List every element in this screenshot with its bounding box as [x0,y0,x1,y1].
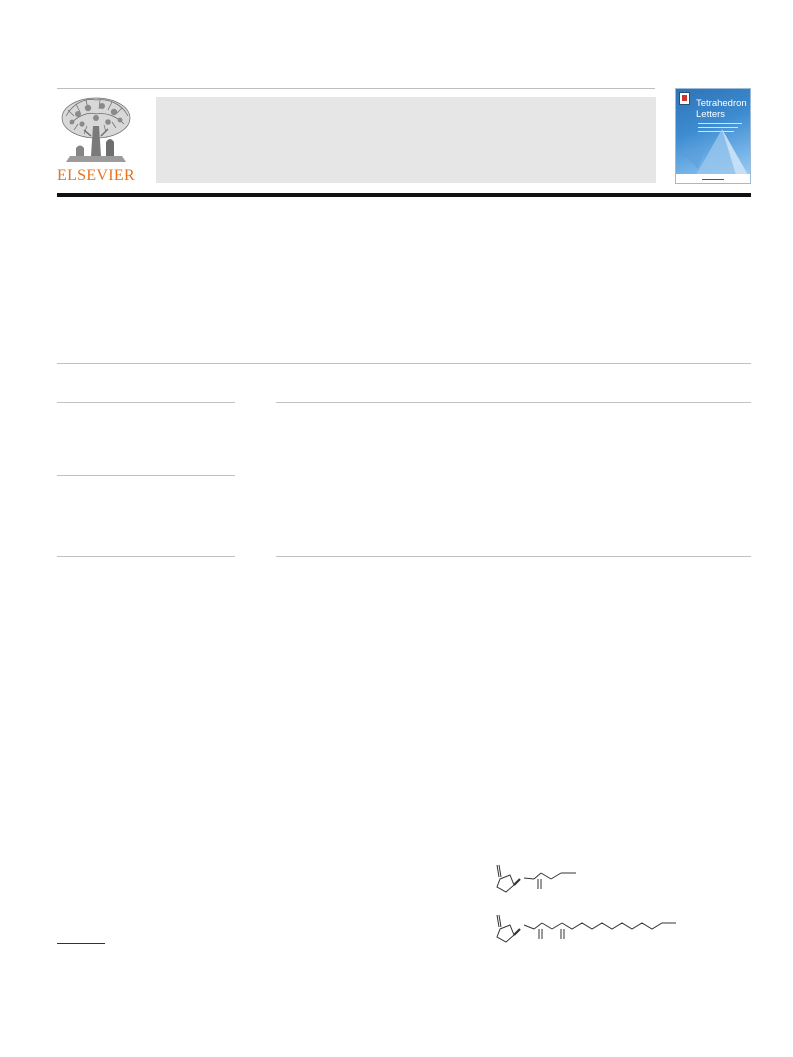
elsevier-tree-icon [56,96,136,168]
cover-footer-strip [676,174,750,183]
journal-header-banner [156,97,656,183]
cover-footer-text-line [702,179,724,180]
header-bottom-rule [57,193,751,197]
article-info-rule [57,402,235,403]
abstract-top-rule [276,402,751,403]
journal-cover-thumbnail[interactable] [675,88,751,184]
cover-title-line2: Letters [696,108,726,120]
structure-2 [497,915,676,942]
abstract-bottom-rule [276,556,751,557]
structure-1 [497,865,576,892]
footnote-separator [57,943,105,944]
cover-pyramid-graphic [676,89,751,184]
keywords-rule [57,475,235,476]
elsevier-logo [56,96,136,186]
elsevier-wordmark: ELSEVIER [57,167,135,184]
article-info-divider [57,363,751,364]
cover-title-line1: Tetrahedron [696,98,747,109]
left-column-bottom-rule [57,556,235,557]
header-top-rule [57,88,655,89]
chemical-structures-figure [486,855,686,955]
